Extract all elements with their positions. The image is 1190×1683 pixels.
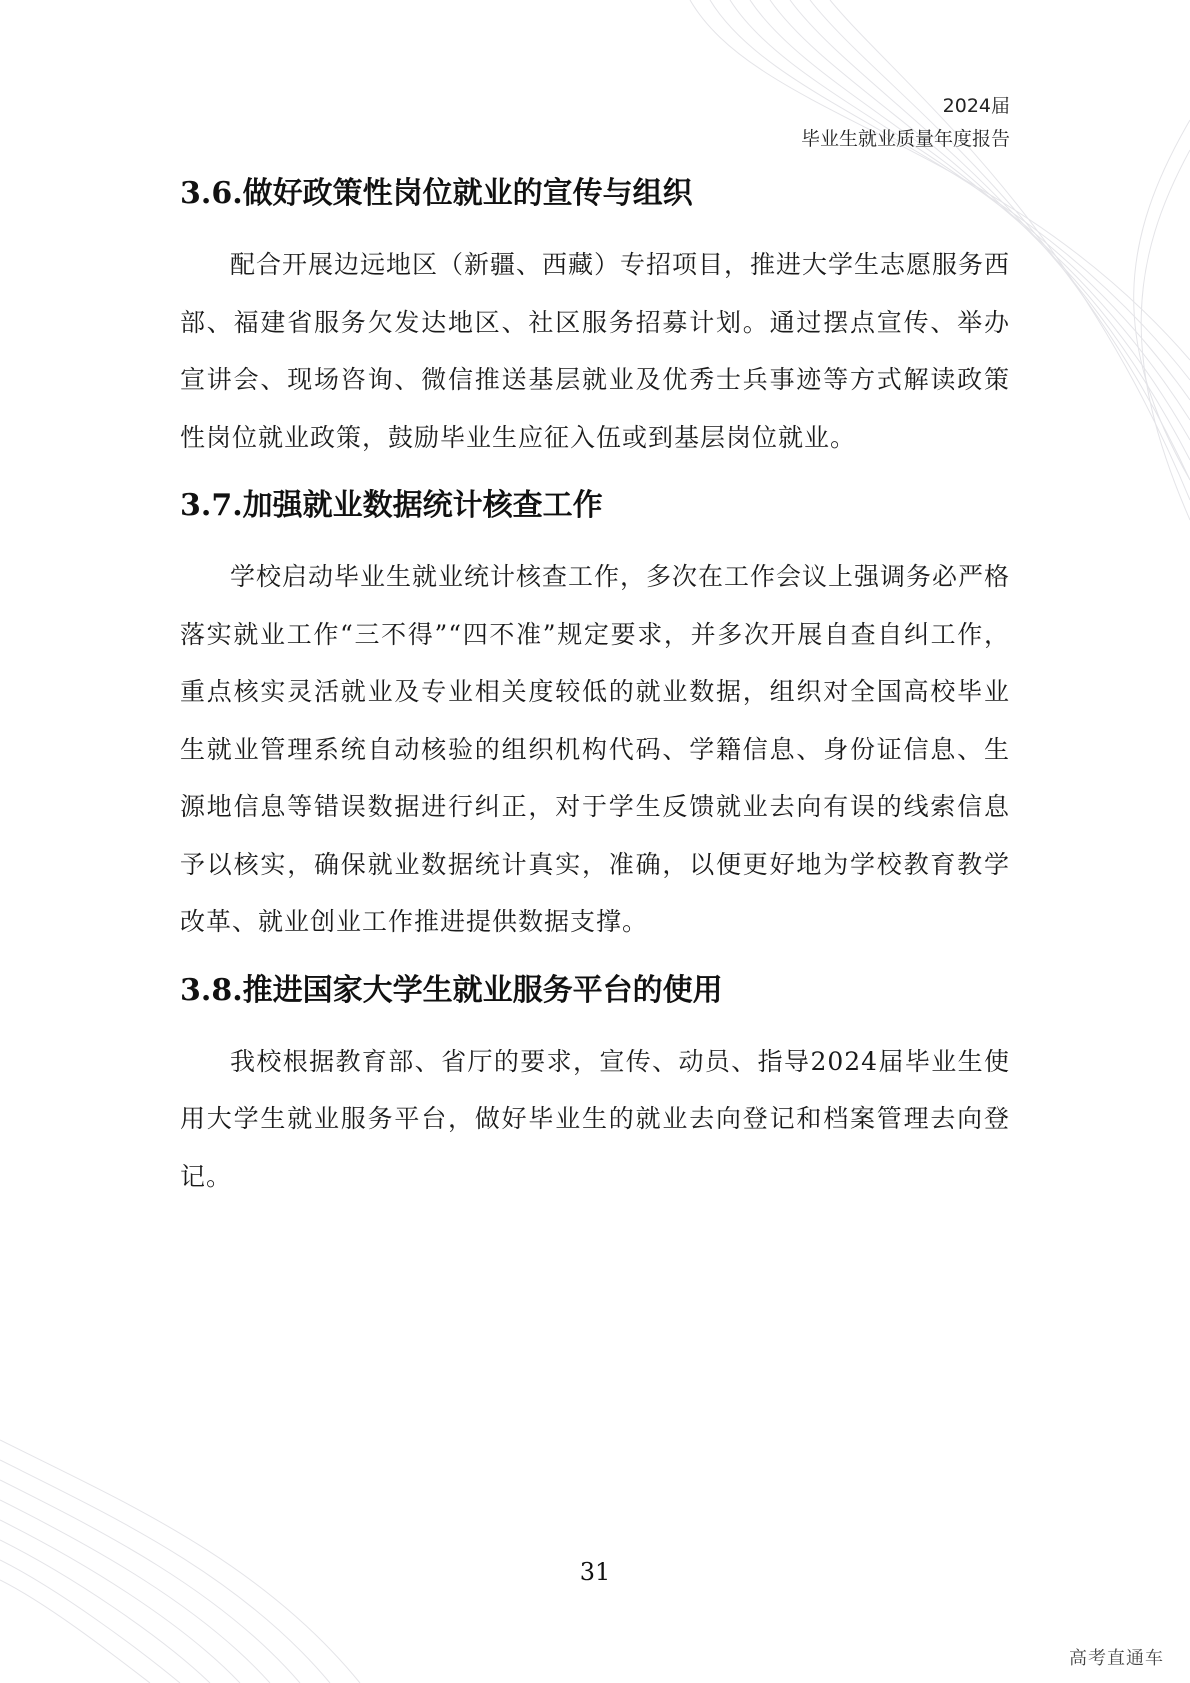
page-number: 31 [579, 1558, 611, 1586]
section-heading-3-7: 3.7.加强就业数据统计核查工作 [180, 488, 603, 523]
section-paragraph-3-7: 学校启动毕业生就业统计核查工作，多次在工作会议上强调务必严格落实就业工作“三不得”“四不准”规定要求，并多次开展自查自纠工作，重点核实灵活就业及专业相关度较低的就业数据，组织对全国高校毕业生就业管理系统自动核验的组织机构代码、学籍信息、身份证信息、生源地信息等错误数据进行纠正，对于学生反馈就业去向有误的线索信息予以核实，确保就业数据统计真实，准确，以便更好地为学校教育教学改革、就业创业工作推进提供数据支撑。 [180, 562, 1011, 936]
watermark: 高考直通车 [1069, 1648, 1164, 1669]
main-content [180, 168, 1010, 1219]
report-header [801, 90, 1010, 156]
section-heading-3-6: 3.6.做好政策性岗位就业的宣传与组织 [180, 176, 693, 211]
header-title: 毕业生就业质量年度报告 [800, 128, 1010, 150]
section-heading-3-8: 3.8.推进国家大学生就业服务平台的使用 [180, 972, 723, 1008]
section-paragraph-3-8: 我校根据教育部、省厅的要求，宣传、动员、指导2024届毕业生使用大学生就业服务平台，做好毕业生的就业去向登记和档案管理去向登记。 [180, 1046, 1010, 1191]
section-paragraph-3-6: 配合开展边远地区（新疆、西藏）专招项目，推进大学生志愿服务西部、福建省服务欠发达地区、社区服务招募计划。通过摆点宣传、举办宣讲会、现场咨询、微信推送基层就业及优秀士兵事迹等方式解读政策性岗位就业政策，鼓励毕业生应征入伍或到基层岗位就业。 [180, 250, 1011, 452]
header-year: 2024届 [942, 95, 1010, 117]
